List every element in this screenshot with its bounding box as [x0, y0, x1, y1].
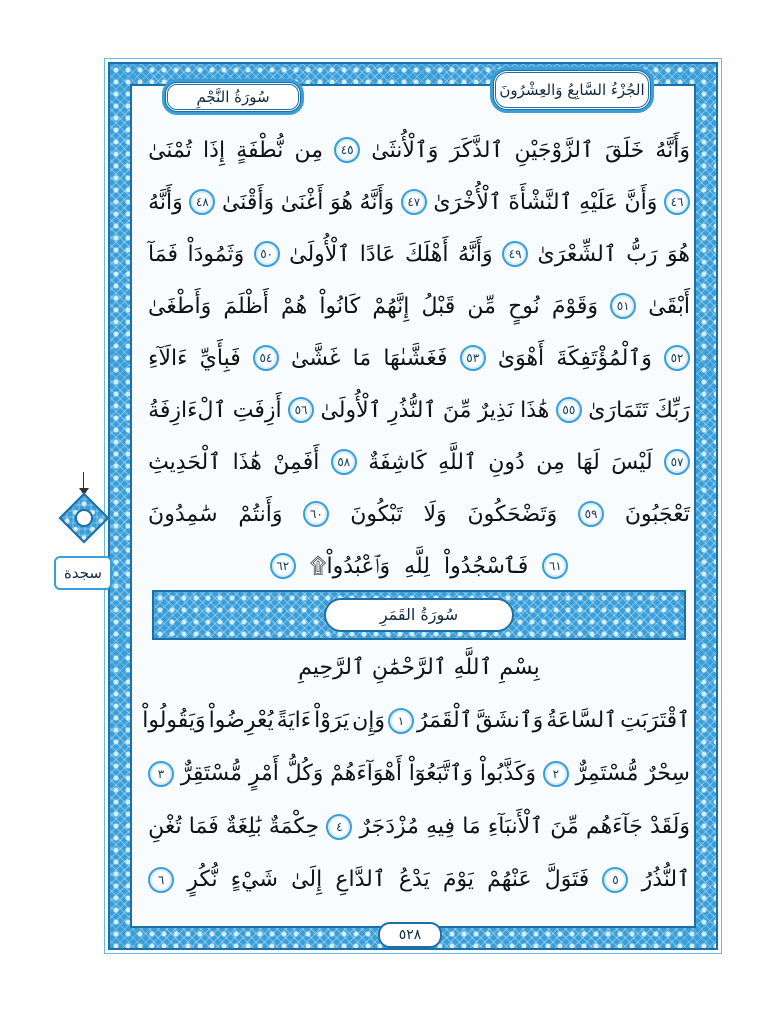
word: وَأَنَّ [624, 189, 658, 215]
word: عَنْهُمْ [487, 867, 532, 892]
word: مُّسْتَقِرٌّ [180, 761, 243, 786]
word: عَلَيْهِ [579, 189, 618, 215]
verse-line [148, 280, 690, 332]
surah-header: سُورَةُ النَّجْمِ [165, 82, 301, 112]
word: وَكُلُّ [285, 761, 324, 786]
word: ءَالَآءِ [148, 345, 188, 371]
word: رَبِّكَ [654, 397, 690, 423]
word: ٱلذَّكَرَ [449, 137, 504, 163]
ayah-number-marker: ٥١ [610, 293, 636, 319]
word: تَتَمَارَىٰ [588, 397, 649, 423]
sajda-ornament-center [75, 509, 93, 527]
page-number: ٥٢٨ [378, 922, 442, 948]
word: وَيَقُولُواْ [142, 708, 206, 733]
word: ٱلدَّاعِ [335, 867, 386, 892]
word: خَلَقَ [604, 137, 645, 163]
word: أَظْلَمَ [223, 293, 269, 319]
word: وَٱنشَقَّ [475, 708, 544, 733]
word: نُّطْفَةٍ [236, 137, 284, 163]
word: إِنَّهُمْ [372, 293, 410, 319]
ayah-number-marker: ٤٥ [334, 137, 360, 163]
word: وَٱتَّبَعُوٓاْ [408, 761, 474, 786]
word: تَعْجَبُونَ [624, 501, 690, 527]
ayah-number-marker: ٤٦ [664, 189, 690, 215]
word: لَيْسَ [611, 449, 653, 475]
ayah-number-marker: ٦١ [542, 553, 568, 579]
word: ٱلْءَازِفَةُ [148, 397, 227, 423]
ayah-number-marker: ٢ [543, 761, 569, 787]
word: يُعْرِضُواْ [208, 708, 274, 733]
word: مُّسْتَمِرٌّ [575, 761, 639, 786]
word: يَوْمَ [442, 867, 474, 892]
word: وَتَضْحَكُونَ [467, 501, 558, 527]
ayah-number-marker: ٤٧ [401, 189, 427, 215]
ayah-number-marker: ٥٦ [288, 397, 314, 423]
ayah-number-marker: ٦٠ [303, 501, 329, 527]
surah-qamar-verses [142, 694, 690, 906]
word: ٱلسَّاعَةُ [546, 708, 618, 733]
word: وَثَمُودَاْ [187, 241, 245, 267]
word: ٱللَّهِ [438, 449, 477, 475]
word: دُونِ [488, 449, 525, 475]
word: ٱلنُّذُرُ [641, 867, 690, 892]
word: وَٱلْأُنثَىٰ [371, 137, 439, 163]
word: نُّكُرٍ [187, 867, 218, 892]
word: هَٰذَا [520, 397, 550, 423]
word: أَمْرٍ [248, 761, 279, 786]
word: ٱلْحَدِيثِ [148, 449, 222, 475]
word: جَآءَهُم [585, 814, 643, 839]
word: فَغَشَّىٰهَا [383, 345, 448, 371]
sajda-marker-label: سجدة [54, 556, 112, 590]
word: نُوحٍ [508, 293, 540, 319]
word: ٱلْأُولَىٰ [320, 397, 382, 423]
word: هُمْ [281, 293, 308, 319]
word: سَٰمِدُونَ [148, 501, 218, 527]
ayah-number-marker: ٥٥ [556, 397, 582, 423]
word: ٱلْأُخْرَىٰ [433, 189, 502, 215]
word: إِلَىٰ [291, 867, 323, 892]
ayah-number-marker: ٥٠ [254, 241, 280, 267]
word: مَا [352, 345, 372, 371]
word: وَأَطْغَىٰ [148, 293, 212, 319]
word: مِن [536, 449, 565, 475]
verse-line [148, 747, 690, 800]
ayah-number-marker: ٤٨ [189, 189, 215, 215]
word: رَبُّ [626, 241, 658, 267]
verse-line [148, 124, 690, 176]
word: يَدْعُ [398, 867, 430, 892]
word: وَأَنَّهُ [148, 189, 183, 215]
word: أَهْوَىٰ [497, 345, 545, 371]
word: لِلَّهِ [404, 553, 430, 579]
ayah-number-marker: ٤ [326, 814, 352, 840]
verse-line [148, 488, 690, 540]
word: وَلَا [423, 501, 447, 527]
verse-line [142, 694, 690, 747]
word: قَبْلُ [421, 293, 456, 319]
ayah-number-marker: ٤٩ [502, 241, 528, 267]
word: أَبْقَىٰ [648, 293, 690, 319]
word: وَأَنَّهُ [359, 189, 395, 215]
word: هُوَ [667, 241, 690, 267]
basmala: بِسْمِ ٱللَّهِ ٱلرَّحْمَٰنِ ٱلرَّحِيمِ [298, 655, 540, 680]
word: مِّنَ [442, 397, 472, 423]
word: وَلَقَدْ [649, 814, 690, 839]
word: عَادًا [359, 241, 396, 267]
verse-line [148, 228, 690, 280]
word: أَغْنَىٰ [280, 189, 324, 215]
word: فَتَوَلَّ [544, 867, 590, 892]
word: وَٱلْمُؤْتَفِكَةَ [556, 345, 652, 371]
word: مِّن [467, 293, 496, 319]
word: فَمَآ [148, 241, 178, 267]
word: سِحْرٌ [645, 761, 690, 786]
word: حِكْمَةٌ [268, 814, 320, 839]
word: تُمْنَىٰ [148, 137, 192, 163]
juz-header: الجُزْءُ السَّابِعُ وَالعِشْرُونَ [493, 70, 651, 110]
ayah-number-marker: ٣ [148, 761, 174, 787]
ayah-number-marker: ٥ [602, 867, 628, 893]
ayah-number-marker: ٥٣ [460, 345, 486, 371]
word: وَكَذَّبُواْ [479, 761, 537, 786]
word: كَانُواْ [319, 293, 361, 319]
surah-qamar-banner [152, 590, 686, 640]
word: نَذِيرٌ [477, 397, 514, 423]
word: غَشَّىٰ [291, 345, 341, 371]
word: بَٰلِغَةٌ [225, 814, 262, 839]
word: وَأَنتُمْ [238, 501, 283, 527]
word: أَفَمِنْ [273, 449, 320, 475]
word: وَإِن [352, 708, 385, 733]
verse-line [148, 332, 690, 384]
word: كَاشِفَةٌ [368, 449, 427, 475]
word: مِن [294, 137, 323, 163]
word: إِذَا [203, 137, 226, 163]
word: ٱلْأَنبَآءِ [487, 814, 544, 839]
ayah-number-marker: ٥٤ [253, 345, 279, 371]
word: مَا [462, 814, 481, 839]
ayah-number-marker: ٥٩ [578, 501, 604, 527]
word: ءَايَةً [276, 708, 312, 733]
word: مُزْدَجَرٌ [359, 814, 419, 839]
ayah-number-marker: ٦ [148, 867, 174, 893]
verse-line [148, 436, 690, 488]
word: أَهْلَكَ [404, 241, 449, 267]
verse-line [148, 540, 690, 592]
verse-line [148, 800, 690, 853]
surah-qamar-title: سُورَةُ القَمَرِ [324, 598, 514, 632]
ayah-number-marker: ٦٢ [270, 553, 296, 579]
word: أَزِفَتِ [232, 397, 282, 423]
word: ٱلْأُولَىٰ [289, 241, 351, 267]
word: ٱلنَّشْأَةَ [508, 189, 573, 215]
word: لَهَا [576, 449, 600, 475]
word: هُوَ [329, 189, 353, 215]
word: ٱلزَّوْجَيْنِ [514, 137, 594, 163]
word: تُغْنِ [148, 814, 182, 839]
verse-line [148, 176, 690, 228]
word: فَمَا [188, 814, 219, 839]
verse-line [148, 853, 690, 906]
word: أَهْوَآءَهُمْ [330, 761, 402, 786]
word: وَأَنَّهُ [457, 241, 493, 267]
word: ٱلنُّذُرِ [388, 397, 437, 423]
verse-line [148, 384, 690, 436]
word: مِّنَ [550, 814, 579, 839]
word: وَٱعْبُدُواْ۩ [309, 553, 391, 579]
word: وَأَقْنَىٰ [221, 189, 275, 215]
ayah-number-marker: ١ [388, 708, 414, 734]
word: فَبِأَيِّ [199, 345, 241, 371]
ayah-number-marker: ٥٢ [664, 345, 690, 371]
word: فَٱسْجُدُواْ [443, 553, 529, 579]
word: ٱلشِّعْرَىٰ [537, 241, 617, 267]
surah-najm-verses [148, 124, 690, 592]
word: ٱلْقَمَرُ [417, 708, 473, 733]
ayah-number-marker: ٥٧ [664, 449, 690, 475]
word: ٱقْتَرَبَتِ [620, 708, 690, 733]
word: تَبْكُونَ [350, 501, 403, 527]
word: وَقَوْمَ [551, 293, 599, 319]
word: شَيْءٍ [230, 867, 278, 892]
word: هَٰذَا [232, 449, 262, 475]
word: فِيهِ [426, 814, 456, 839]
word: يَرَوْاْ [314, 708, 350, 733]
word: وَأَنَّهُ [655, 137, 690, 163]
ayah-number-marker: ٥٨ [331, 449, 357, 475]
